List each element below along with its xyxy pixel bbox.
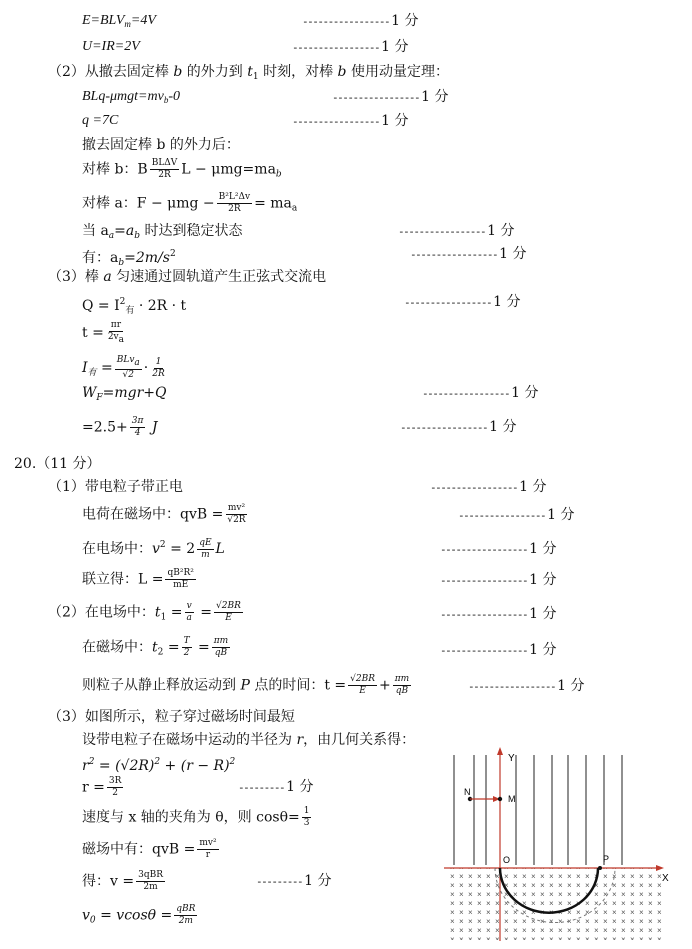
score-mark: --------- 1 分	[238, 779, 314, 795]
line-radius-setup: 设带电粒子在磁场中运动的半径为 r，由几何关系得：	[82, 732, 416, 748]
line-angle: 速度与 x 轴的夹角为 θ，则 cosθ= $\frac{1}{3}$	[82, 806, 310, 828]
field-diagram	[440, 745, 685, 945]
n-label: N	[464, 787, 471, 797]
m-label: M	[508, 794, 516, 804]
line-geometry: $r^2 = (√2R)^2 + (r - R)^2$	[82, 757, 236, 774]
y-label: Y	[508, 753, 515, 764]
score-mark: ----------------- 1 分	[404, 294, 521, 310]
line-electric-field: 在电场中：$v^2 = 2$ $\frac{qE}{m}$ L	[82, 537, 225, 560]
score-mark: ----------------- 1 分	[398, 223, 515, 239]
line-steady-state: 当 $a_a=a_b$ 时达到稳定状态	[82, 223, 243, 241]
part2-heading: （2）从撤去固定棒 b 的外力到 $t_1$ 时刻，对棒 b 使用动量定理：	[48, 64, 449, 82]
line-rod-b: 对棒 b：B $\frac{\text{BLΔV}}{2R}$ $L - \mu mg=ma_b$	[82, 158, 282, 180]
score-mark: ----------------- 1 分	[440, 642, 557, 658]
score-mark: ----------------- 1 分	[410, 246, 527, 262]
q20-part2-electric: （2）在电场中：$t_1$ = $\frac{v}{a}$ = $\frac{√2BR}{E}$	[48, 601, 241, 623]
line-heat: $Q = I^2_有 \cdot 2R \cdot t$	[82, 297, 187, 316]
line-magnetic-force: 电荷在磁场中：qvB = $\frac{\text{mv²}}{√2R}$	[82, 503, 246, 525]
score-mark: ----------------- 1 分	[400, 419, 517, 435]
score-mark: ----------------- 1 分	[468, 678, 585, 694]
line-magnetic-time: 在磁场中：$t_2$ = $\frac{T}{2}$ = $\frac{\pi m}{qB}$	[82, 636, 229, 658]
field-lines	[454, 755, 622, 865]
x-label: X	[662, 873, 669, 884]
line-velocity: 得：v = $\frac{\text{3qBR}}{2m}$	[82, 870, 163, 892]
line-acceleration: 有：$a_b=2m/s^2$	[82, 249, 176, 268]
origin-label: O	[503, 855, 511, 865]
score-mark: ----------------- 1 分	[440, 572, 557, 588]
magnetic-field-region	[450, 868, 666, 940]
line-work-result: =2.5+ $\frac{3\pi}{4}$ J	[82, 416, 158, 438]
score-mark: ----------------- 1 分	[332, 89, 449, 105]
y-axis-arrow-icon	[497, 747, 503, 755]
line-rod-a: 对棒 a：F − μmg − $\frac{\text{B²L²Δv}}{2R}$ = $ma_a$	[82, 192, 298, 214]
score-mark: ----------------- 1 分	[302, 13, 419, 29]
line-charge: q =7C	[82, 113, 119, 128]
line-time: t = $\frac{\pi r}{2va}$	[82, 320, 124, 345]
q20-part1: （1）带电粒子带正电	[48, 479, 183, 495]
line-combine: 联立得：L = $\frac{\text{qB²R²}}{mE}$	[82, 568, 194, 590]
line-work: $W_F=mgr+Q$	[82, 385, 167, 403]
point-p	[598, 866, 602, 870]
score-mark: ----------------- 1 分	[292, 113, 409, 129]
score-mark: --------- 1 分	[256, 873, 332, 889]
line-voltage: U=IR=2V	[82, 39, 140, 54]
line-effective-current: $I_有$ = $\frac{\text{BLva}}{√2}$ · $\frac{1}{2R}$	[82, 355, 165, 380]
question-20-heading: 20.（11 分）	[14, 456, 101, 472]
score-mark: ----------------- 1 分	[292, 39, 409, 55]
line-total-time: 则粒子从静止释放运动到 P 点的时间：t = $\frac{√2BR}{E}$ + $\frac{\pi m}{qB}$	[82, 674, 410, 696]
p-label: P	[603, 854, 610, 864]
score-mark: ----------------- 1 分	[440, 606, 557, 622]
line-initial-velocity: $v_0 = vcos\theta$ = $\frac{\text{qBR}}{2m}$	[82, 904, 196, 926]
line-after-removal: 撤去固定棒 b 的外力后：	[82, 137, 240, 153]
score-mark: ----------------- 1 分	[430, 479, 547, 495]
line-magnetic-velocity: 磁场中有：qvB = $\frac{\text{mv²}}{r}$	[82, 838, 217, 860]
line-emf: $E=BLV_m=4V$	[82, 13, 156, 29]
score-mark: ----------------- 1 分	[422, 385, 539, 401]
score-mark: ----------------- 1 分	[458, 507, 575, 523]
q20-part3: （3）如图所示，粒子穿过磁场时间最短	[48, 709, 295, 725]
line-momentum: BLq-$\mu mgt=mv_b-0$	[82, 89, 180, 105]
point-m	[498, 797, 502, 801]
line-radius: r = $\frac{3R}{2}$	[82, 776, 122, 798]
score-mark: ----------------- 1 分	[440, 541, 557, 557]
part3-heading: （3）棒 a 匀速通过圆轨道产生正弦式交流电	[48, 269, 327, 285]
